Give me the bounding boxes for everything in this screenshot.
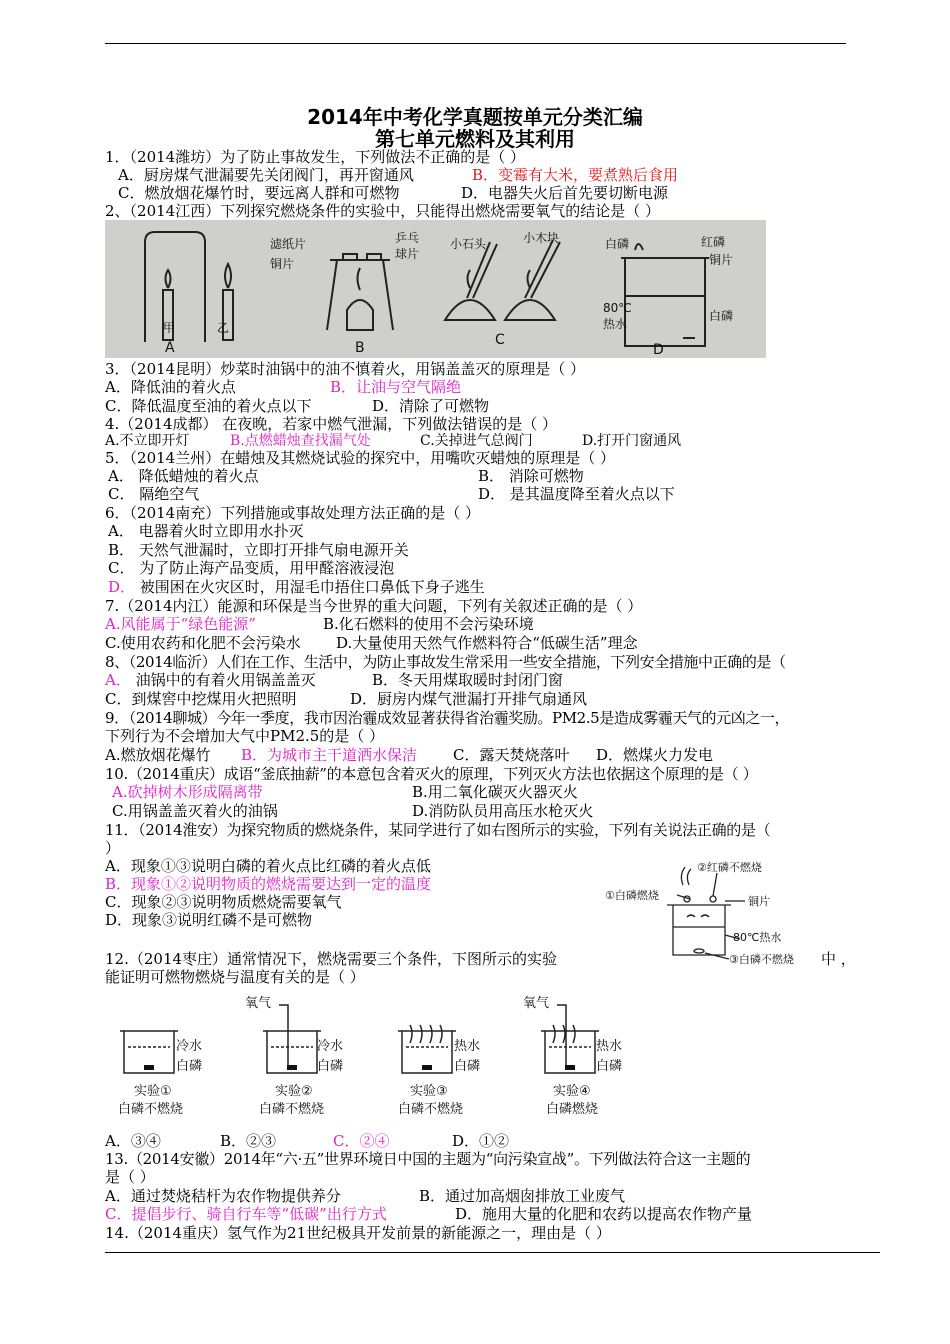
q13-stem-line2: 是（ ）	[105, 1168, 155, 1186]
q6-option-d-letter: D．	[108, 578, 136, 596]
q7-option-a: A.风能属于“绿色能源”	[105, 615, 256, 633]
q11-option-a: A．现象①③说明白磷的着火点比红磷的着火点低	[105, 857, 431, 875]
q4-option-d: D.打开门窗通风	[582, 433, 682, 449]
q5-stem: 5．（2014兰州）在蜡烛及其燃烧试验的探究中，用嘴吹灭蜡烛的原理是（ ）	[105, 449, 615, 467]
q3-stem: 3．（2014昆明）炒菜时油锅中的油不慎着火，用锅盖盖灭的原理是（ ）	[105, 360, 585, 378]
q11-fig-label-water: 80℃热水	[733, 931, 782, 944]
q12-fig-hot-4: 热水	[596, 1039, 623, 1054]
q4-option-b: B.点燃蜡烛查找漏气处	[230, 433, 371, 449]
q11-fig-label-2: ②红磷不燃烧	[697, 861, 762, 874]
q12-fig-exp-1: 实验①	[134, 1084, 172, 1099]
q12-fig-result-3: 白磷不燃烧	[398, 1102, 464, 1117]
q3-option-d: D．清除了可燃物	[372, 397, 490, 415]
q10-stem: 10.（2014重庆）成语“釜底抽薪”的本意包含着灭火的原理，下列灭火方法也依据这个原理的是（ ）	[105, 765, 758, 783]
q12-fig-exp-2: 实验②	[275, 1084, 313, 1099]
q12-fig-exp-4: 实验④	[553, 1084, 591, 1099]
q12-fig-result-2: 白磷不燃烧	[259, 1102, 325, 1117]
q14-stem: 14.（2014重庆）氢气作为21世纪极具开发前景的新能源之一，理由是（ ）	[105, 1224, 611, 1242]
q12-option-a: A．③④	[105, 1132, 161, 1150]
q9-option-c: C．露天焚烧落叶	[453, 746, 570, 764]
q6-option-b: B． 天然气泄漏时，立即打开排气扇电源开关	[108, 541, 409, 559]
q2-fig-label-temp: 80℃	[603, 301, 632, 315]
q10-option-c: C.用锅盖盖灭着火的油锅	[112, 802, 278, 820]
q9-stem-line1: 9．（2014聊城）今年一季度，我市因治霾成效显著获得省治霾奖励。PM2.5是造成雾霾天气的元凶之一，	[105, 709, 790, 727]
q6-option-c: C． 为了防止海产品变质，用甲醛溶液浸泡	[108, 559, 395, 577]
q12-fig-p-1: 白磷	[176, 1059, 203, 1074]
q11-experiment-figure	[605, 855, 825, 970]
q7-option-d: D.大量使用天然气作燃料符合“低碳生活”理念	[336, 634, 638, 652]
q13-option-c: C．提倡步行、骑自行车等“低碳”出行方式	[105, 1205, 387, 1223]
q11-stem-line2: ）	[105, 839, 121, 857]
q11-option-b: B．现象①②说明物质的燃烧需要达到一定的温度	[105, 875, 432, 893]
q2-fig-label-b: B	[355, 340, 365, 356]
q2-fig-label-reshui: 热水	[603, 317, 628, 331]
q2-fig-label-qiupian: 球片	[395, 247, 420, 261]
q3-option-b: B．让油与空气隔绝	[330, 378, 462, 396]
q11-fig-label-tongpian: 铜片	[748, 895, 770, 908]
q5-option-b: B． 消除可燃物	[478, 467, 584, 485]
q9-stem-line2: 下列行为不会增加大气中PM2.5的是（ ）	[105, 727, 385, 745]
q2-fig-label-a: A	[165, 340, 175, 356]
q1-option-a: A．厨房煤气泄漏要先关闭阀门，再开窗通风	[118, 166, 414, 184]
q8-stem: 8、（2014临沂）人们在工作、生活中，为防止事故发生常采用一些安全措施，下列安全措施中正确的是（	[105, 653, 786, 671]
q2-fig-label-jia: 甲	[163, 321, 176, 335]
q5-option-a: A． 降低蜡烛的着火点	[108, 467, 259, 485]
q6-stem: 6．（2014南充）下列措施或事故处理方法正确的是（ ）	[105, 504, 480, 522]
q8-option-d: D．厨房内煤气泄漏打开排气扇通风	[350, 690, 588, 708]
q11-stem-line1: 11．（2014淮安）为探究物质的燃烧条件，某同学进行了如右图所示的实验，下列有关说法正确的是（	[105, 821, 771, 839]
q2-fig-label-honglin: 红磷	[701, 235, 726, 249]
q6-option-d-text: 被围困在火灾区时，用湿毛巾捂住口鼻低下身子逃生	[135, 578, 485, 596]
q12-stem-line2: 能证明可燃物燃烧与温度有关的是（ ）	[105, 968, 365, 986]
q12-option-d: D．①②	[452, 1132, 510, 1150]
q9-option-a: A.燃放烟花爆竹	[105, 746, 211, 764]
q11-fig-label-1: ①白磷燃烧	[605, 889, 659, 902]
q2-stem: 2、（2014江西）下列探究燃烧条件的实验中，只能得出燃烧需要氧气的结论是（ ）	[105, 202, 660, 220]
q2-fig-label-yi: 乙	[217, 321, 230, 335]
q2-fig-label-tongpian2: 铜片	[709, 253, 734, 267]
q4-option-a: A.不立即开灯	[105, 433, 190, 449]
q4-option-c: C.关掉进气总阀门	[420, 433, 533, 449]
q13-option-d: D．施用大量的化肥和农药以提高农作物产量	[455, 1205, 753, 1223]
q4-stem: 4.（2014成都） 在夜晚，若家中燃气泄漏，下列做法错误的是（ ）	[105, 415, 558, 433]
q11-option-d: D．现象③说明红磷不是可燃物	[105, 911, 313, 929]
footer-rule	[105, 1252, 880, 1253]
q12-fig-cold-2: 冷水	[317, 1039, 344, 1054]
q1-option-c: C．燃放烟花爆竹时，要远离人群和可燃物	[118, 184, 400, 202]
q5-option-d: D． 是其温度降至着火点以下	[478, 485, 675, 503]
q2-fig-label-mukuai: 小木块	[523, 231, 560, 245]
q8-option-a-text: 油锅中的有着火用锅盖盖灭	[130, 671, 316, 689]
q7-option-b: B.化石燃料的使用不会污染环境	[323, 615, 534, 633]
q2-fig-label-lvzhi: 滤纸片	[270, 237, 307, 251]
q8-option-a-letter: A．	[105, 671, 131, 689]
q8-option-a	[105, 671, 316, 689]
q2-fig-label-pingpang: 乒乓	[395, 231, 420, 245]
q13-option-b: B．通过加高烟囱排放工业废气	[419, 1187, 626, 1205]
q2-fig-label-d: D	[653, 342, 664, 358]
q1-stem: 1．（2014潍坊）为了防止事故发生，下列做法不正确的是（ ）	[105, 148, 525, 166]
q12-fig-p-4: 白磷	[596, 1059, 623, 1074]
q12-experiment-figure	[112, 993, 632, 1123]
q1-option-b: B．变霉有大米，要煮熟后食用	[472, 166, 679, 184]
q9-option-d: D．燃煤火力发电	[596, 746, 714, 764]
q12-stem-line1-tail: 中 ，	[821, 950, 856, 968]
q10-option-d: D.消防队员用高压水枪灭火	[412, 802, 594, 820]
q12-fig-o2-2: 氧气	[245, 996, 272, 1011]
q2-fig-label-bailin2: 白磷	[709, 309, 734, 323]
q12-fig-exp-3: 实验③	[410, 1084, 448, 1099]
q12-option-c: C．②④	[333, 1132, 390, 1150]
q3-option-a: A．降低油的着火点	[105, 378, 236, 396]
q12-fig-p-2: 白磷	[317, 1059, 344, 1074]
header-rule	[105, 43, 846, 44]
q2-fig-label-tongpian: 铜片	[270, 257, 295, 271]
q8-option-b: B．冬天用煤取暖时封闭门窗	[372, 671, 564, 689]
q2-fig-label-bailin: 白磷	[605, 237, 630, 251]
q2-experiment-figure	[105, 220, 766, 358]
q8-option-c: C．到煤窖中挖煤用火把照明	[105, 690, 297, 708]
q5-option-c: C． 隔绝空气	[108, 485, 200, 503]
q1-option-d: D．电器失火后首先要切断电源	[461, 184, 669, 202]
q2-fig-label-c: C	[495, 332, 505, 348]
q12-fig-hot-3: 热水	[454, 1039, 481, 1054]
q12-fig-p-3: 白磷	[454, 1059, 481, 1074]
q6-option-d	[108, 578, 485, 596]
q12-stem-line1: 12.（2014枣庄）通常情况下，燃烧需要三个条件，下图所示的实验	[105, 950, 558, 968]
q9-option-b: B．为城市主干道洒水保洁	[241, 746, 418, 764]
unit-title: 第七单元燃料及其利用	[375, 127, 575, 151]
q12-fig-result-1: 白磷不燃烧	[118, 1102, 184, 1117]
q11-option-c: C．现象②③说明物质燃烧需要氧气	[105, 893, 342, 911]
q12-fig-result-4: 白磷燃烧	[546, 1102, 599, 1117]
q12-fig-cold-1: 冷水	[176, 1039, 203, 1054]
q10-option-a: A.砍掉树木形成隔离带	[112, 783, 263, 801]
q13-option-a: A．通过焚烧秸杆为农作物提供养分	[105, 1187, 341, 1205]
q3-option-c: C．降低温度至油的着火点以下	[105, 397, 312, 415]
q6-option-a: A． 电器着火时立即用水扑灭	[108, 522, 304, 540]
q11-fig-label-3: ③白磷不燃烧	[729, 953, 794, 966]
document-title: 2014年中考化学真题按单元分类汇编	[307, 105, 643, 129]
q12-option-b: B．②③	[220, 1132, 277, 1150]
q7-stem: 7.（2014内江）能源和环保是当今世界的重大问题，下列有关叙述正确的是（ ）	[105, 597, 643, 615]
q13-stem-line1: 13.（2014安徽）2014年“六·五”世界环境日中国的主题为“向污染宣战”。下列做法符合这一主题的	[105, 1150, 751, 1168]
q10-option-b: B.用二氧化碳灭火器灭火	[412, 783, 578, 801]
q7-option-c: C.使用农药和化肥不会污染水	[105, 634, 301, 652]
q12-fig-o2-4: 氧气	[523, 996, 550, 1011]
q2-fig-label-shitou: 小石头	[450, 237, 487, 251]
